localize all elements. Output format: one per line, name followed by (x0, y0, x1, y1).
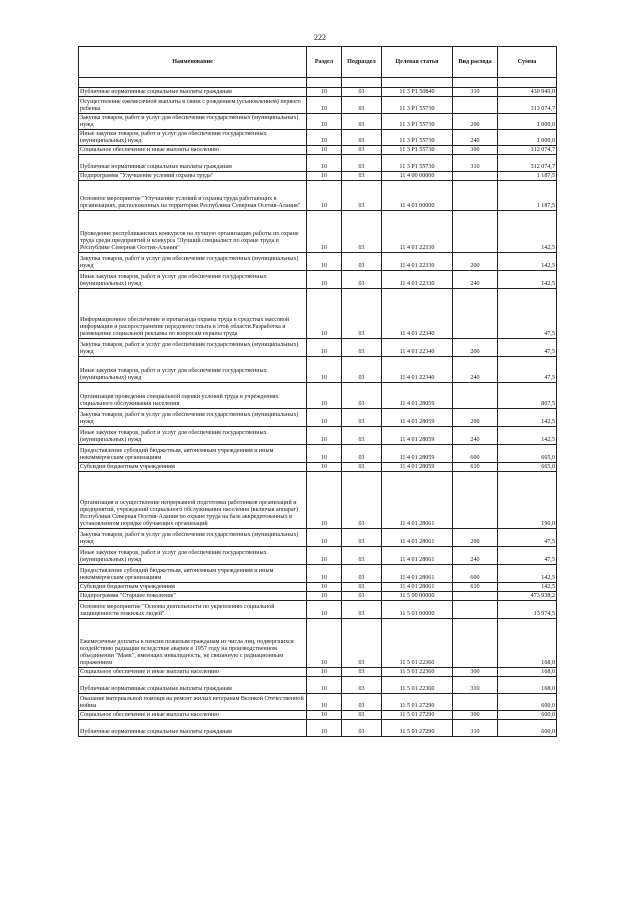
row-razdel-cell: 10 (307, 88, 342, 97)
row-summa-cell: 665,0 (498, 445, 557, 463)
row-celevaya-cell: 11 5 01 27290 (382, 720, 453, 737)
row-celevaya-cell: 11 3 P1 50840 (382, 88, 453, 97)
table-row (79, 427, 557, 445)
row-vid-cell: 240 (453, 427, 498, 445)
row-razdel-cell: 10 (307, 711, 342, 720)
row-summa-cell: 47,5 (498, 339, 557, 357)
row-summa-cell: 47,5 (498, 547, 557, 565)
row-razdel-cell: 10 (307, 289, 342, 339)
row-celevaya-cell: 11 3 P1 55730 (382, 97, 453, 114)
row-summa-cell: 142,5 (498, 271, 557, 289)
row-vid-cell: 240 (453, 130, 498, 146)
table-row (79, 529, 557, 547)
table-row (79, 339, 557, 357)
row-celevaya-cell: 11 4 01 28061 (382, 565, 453, 583)
row-vid-cell: 300 (453, 668, 498, 677)
table-row (79, 155, 557, 172)
row-vid-cell: 240 (453, 547, 498, 565)
row-celevaya-cell: 11 5 01 00000 (382, 601, 453, 619)
row-summa-cell: 430 949,0 (498, 88, 557, 97)
row-vid-cell: 300 (453, 146, 498, 155)
row-celevaya-cell: 11 4 01 22340 (382, 339, 453, 357)
row-razdel-cell: 10 (307, 409, 342, 427)
row-celevaya-cell: 11 3 P1 55730 (382, 130, 453, 146)
row-summa-cell: 600,0 (498, 694, 557, 711)
row-podrazdel-cell: 03 (342, 711, 382, 720)
row-razdel-cell: 10 (307, 172, 342, 181)
row-razdel-cell: 10 (307, 529, 342, 547)
row-vid-cell: 310 (453, 155, 498, 172)
row-razdel-cell: 10 (307, 677, 342, 694)
row-podrazdel-cell: 03 (342, 114, 382, 130)
row-vid-cell: 200 (453, 253, 498, 271)
table-row (79, 383, 557, 409)
row-name-cell: Субсидии бюджетным учреждениям (79, 583, 307, 592)
row-summa-cell: 807,5 (498, 383, 557, 409)
row-razdel-cell: 10 (307, 592, 342, 601)
row-podrazdel-cell: 03 (342, 289, 382, 339)
table-row (79, 472, 557, 529)
row-razdel-cell: 10 (307, 427, 342, 445)
table-row (79, 172, 557, 181)
table-row (79, 357, 557, 383)
row-name-cell: Иные закупки товаров, работ и услуг для обеспечения государственных (муниципальных) нужд (79, 427, 307, 445)
table-row (79, 463, 557, 472)
row-name-cell: Иные закупки товаров, работ и услуг для обеспечения государственных (муниципальных) нужд (79, 357, 307, 383)
row-razdel-cell: 10 (307, 253, 342, 271)
row-name-cell: Основное мероприятие "Улучшение условий и охраны труда работающих в организациях, расположенных на территории Республики Северная Осетия-Алания" (79, 181, 307, 211)
row-podrazdel-cell: 03 (342, 720, 382, 737)
row-summa-cell: 190,0 (498, 472, 557, 529)
row-podrazdel-cell: 03 (342, 583, 382, 592)
row-vid-cell (453, 601, 498, 619)
row-podrazdel-cell: 03 (342, 694, 382, 711)
row-podrazdel-cell: 03 (342, 146, 382, 155)
row-celevaya-cell: 11 4 01 28059 (382, 463, 453, 472)
row-celevaya-cell: 11 4 01 22330 (382, 271, 453, 289)
header-podrazdel: Подраздел (342, 47, 382, 78)
row-name-cell: Проведение республиканских конкурсов на лучшую организацию работы по охране труда среди предприятий и конкурса "Лучший специалист по охране труда в Республике Северная Осетия-Алания" (79, 211, 307, 253)
spacer-cell (453, 78, 498, 88)
row-razdel-cell: 10 (307, 114, 342, 130)
row-summa-cell: 312 074,7 (498, 155, 557, 172)
row-vid-cell: 300 (453, 711, 498, 720)
row-vid-cell: 610 (453, 583, 498, 592)
row-podrazdel-cell: 03 (342, 445, 382, 463)
row-celevaya-cell: 11 4 01 00000 (382, 181, 453, 211)
table-row (79, 619, 557, 668)
row-podrazdel-cell: 03 (342, 601, 382, 619)
row-name-cell: Иные закупки товаров, работ и услуг для обеспечения государственных (муниципальных) нужд (79, 271, 307, 289)
table-body (79, 88, 557, 737)
row-vid-cell: 200 (453, 114, 498, 130)
header-razdel: Раздел (307, 47, 342, 78)
row-razdel-cell: 10 (307, 271, 342, 289)
row-razdel-cell: 10 (307, 445, 342, 463)
row-summa-cell: 1 000,0 (498, 114, 557, 130)
row-name-cell: Иные закупки товаров, работ и услуг для обеспечения государственных (муниципальных) нужд (79, 547, 307, 565)
row-summa-cell: 142,5 (498, 211, 557, 253)
row-name-cell: Закупка товаров, работ и услуг для обеспечения государственных (муниципальных) нужд (79, 529, 307, 547)
row-podrazdel-cell: 03 (342, 181, 382, 211)
row-podrazdel-cell: 03 (342, 529, 382, 547)
row-summa-cell: 142,5 (498, 565, 557, 583)
row-summa-cell: 142,5 (498, 409, 557, 427)
row-podrazdel-cell: 03 (342, 339, 382, 357)
row-razdel-cell: 10 (307, 547, 342, 565)
row-name-cell: Организация и осуществление непрерывной подготовки работников организаций и предприятий, учреждений социального обслуживания населения (включая аппарат) Республики Северная Осетия-Алания по охране труда на базе аккредитованных в установленном порядке обучающих организаций (79, 472, 307, 529)
row-summa-cell: 47,5 (498, 357, 557, 383)
row-name-cell: Ежемесячные доплаты к пенсии пожилым гражданам из числа лиц, подвергшихся воздействию радиации вследствие аварии в 1957 году на производственном объединении "Маяк", имеющих инвалидность, не связанную с радиационным поражением (79, 619, 307, 668)
spacer-cell (79, 78, 307, 88)
row-celevaya-cell: 11 5 01 22360 (382, 677, 453, 694)
row-razdel-cell: 10 (307, 155, 342, 172)
row-summa-cell: 142,5 (498, 583, 557, 592)
header-name: Наименование (79, 47, 307, 78)
row-celevaya-cell: 11 5 00 00000 (382, 592, 453, 601)
row-celevaya-cell: 11 4 01 28059 (382, 409, 453, 427)
table-row (79, 130, 557, 146)
row-summa-cell: 665,0 (498, 463, 557, 472)
row-name-cell: Социальное обеспечение и иные выплаты населению (79, 711, 307, 720)
row-vid-cell (453, 472, 498, 529)
row-razdel-cell: 10 (307, 565, 342, 583)
header-celevaya: Целевая статья (382, 47, 453, 78)
row-name-cell: Основное мероприятие "Основы деятельности по укреплению социальной защищенности пожилых людей" (79, 601, 307, 619)
spacer-cell (382, 78, 453, 88)
row-podrazdel-cell: 03 (342, 130, 382, 146)
row-vid-cell (453, 289, 498, 339)
row-celevaya-cell: 11 5 01 27290 (382, 711, 453, 720)
row-summa-cell: 47,5 (498, 289, 557, 339)
row-razdel-cell: 10 (307, 97, 342, 114)
row-name-cell: Закупка товаров, работ и услуг для обеспечения государственных (муниципальных) нужд (79, 409, 307, 427)
row-celevaya-cell: 11 3 P1 55730 (382, 146, 453, 155)
row-summa-cell: 13 974,5 (498, 601, 557, 619)
table-row (79, 565, 557, 583)
row-razdel-cell: 10 (307, 583, 342, 592)
row-vid-cell (453, 694, 498, 711)
row-summa-cell: 168,0 (498, 668, 557, 677)
row-razdel-cell: 10 (307, 146, 342, 155)
row-podrazdel-cell: 03 (342, 253, 382, 271)
row-celevaya-cell: 11 4 01 22340 (382, 357, 453, 383)
row-razdel-cell: 10 (307, 472, 342, 529)
row-razdel-cell: 10 (307, 601, 342, 619)
row-podrazdel-cell: 03 (342, 547, 382, 565)
row-razdel-cell: 10 (307, 668, 342, 677)
row-celevaya-cell: 11 4 01 28059 (382, 427, 453, 445)
table-row (79, 668, 557, 677)
row-podrazdel-cell: 03 (342, 472, 382, 529)
row-name-cell: Закупка товаров, работ и услуг для обеспечения государственных (муниципальных) нужд (79, 339, 307, 357)
row-podrazdel-cell: 03 (342, 592, 382, 601)
row-celevaya-cell: 11 5 01 22360 (382, 619, 453, 668)
table-row (79, 97, 557, 114)
row-vid-cell (453, 592, 498, 601)
row-vid-cell: 610 (453, 463, 498, 472)
table-header (79, 47, 557, 88)
table-row (79, 253, 557, 271)
table-row (79, 445, 557, 463)
row-podrazdel-cell: 03 (342, 172, 382, 181)
row-vid-cell (453, 97, 498, 114)
row-celevaya-cell: 11 4 01 28061 (382, 472, 453, 529)
table-row (79, 289, 557, 339)
row-podrazdel-cell: 03 (342, 88, 382, 97)
row-celevaya-cell: 11 3 P1 55730 (382, 155, 453, 172)
row-vid-cell: 200 (453, 409, 498, 427)
row-name-cell: Подпрограмма "Старшее поколение" (79, 592, 307, 601)
row-vid-cell: 200 (453, 339, 498, 357)
row-razdel-cell: 10 (307, 130, 342, 146)
row-podrazdel-cell: 03 (342, 565, 382, 583)
row-vid-cell: 600 (453, 565, 498, 583)
row-name-cell: Закупка товаров, работ и услуг для обеспечения государственных (муниципальных) нужд (79, 114, 307, 130)
header-spacer-row (79, 78, 557, 88)
row-celevaya-cell: 11 4 00 00000 (382, 172, 453, 181)
spacer-cell (342, 78, 382, 88)
row-name-cell: Публичные нормативные социальные выплаты гражданам (79, 677, 307, 694)
row-vid-cell: 310 (453, 720, 498, 737)
table-row (79, 694, 557, 711)
row-summa-cell: 600,0 (498, 711, 557, 720)
row-celevaya-cell: 11 4 01 28061 (382, 529, 453, 547)
row-name-cell: Организация проведения специальной оценки условий труда в учреждениях социального обслуживания населения (79, 383, 307, 409)
row-vid-cell (453, 172, 498, 181)
row-name-cell: Публичные нормативные социальные выплаты гражданам (79, 88, 307, 97)
table-row (79, 211, 557, 253)
table-row (79, 720, 557, 737)
header-vid: Вид расхода (453, 47, 498, 78)
row-celevaya-cell: 11 4 01 28061 (382, 547, 453, 565)
row-vid-cell: 240 (453, 271, 498, 289)
row-podrazdel-cell: 03 (342, 427, 382, 445)
row-vid-cell: 240 (453, 357, 498, 383)
row-celevaya-cell: 11 3 P1 55730 (382, 114, 453, 130)
row-razdel-cell: 10 (307, 181, 342, 211)
row-name-cell: Социальное обеспечение и иные выплаты населению (79, 668, 307, 677)
row-celevaya-cell: 11 4 01 22330 (382, 211, 453, 253)
row-razdel-cell: 10 (307, 357, 342, 383)
table-row (79, 114, 557, 130)
row-razdel-cell: 10 (307, 211, 342, 253)
row-summa-cell: 313 074,7 (498, 97, 557, 114)
row-name-cell: Подпрограмма "Улучшение условий охраны труда" (79, 172, 307, 181)
table-row (79, 146, 557, 155)
row-podrazdel-cell: 03 (342, 383, 382, 409)
table-row (79, 601, 557, 619)
page-number: 222 (314, 33, 326, 42)
row-name-cell: Оказание материальной помощи на ремонт жилых ветеранам Великой Отечественной войны (79, 694, 307, 711)
row-summa-cell: 142,5 (498, 253, 557, 271)
row-name-cell: Публичные нормативные социальные выплаты гражданам (79, 155, 307, 172)
row-podrazdel-cell: 03 (342, 668, 382, 677)
row-vid-cell: 310 (453, 677, 498, 694)
row-summa-cell: 168,0 (498, 619, 557, 668)
table-row (79, 181, 557, 211)
row-podrazdel-cell: 03 (342, 97, 382, 114)
row-podrazdel-cell: 03 (342, 677, 382, 694)
row-summa-cell: 142,5 (498, 427, 557, 445)
row-celevaya-cell: 11 5 01 22360 (382, 668, 453, 677)
row-razdel-cell: 10 (307, 619, 342, 668)
row-summa-cell: 312 074,7 (498, 146, 557, 155)
row-celevaya-cell: 11 4 01 22340 (382, 289, 453, 339)
table-row (79, 592, 557, 601)
row-vid-cell (453, 211, 498, 253)
table-row (79, 409, 557, 427)
row-celevaya-cell: 11 4 01 22330 (382, 253, 453, 271)
table-row (79, 677, 557, 694)
row-summa-cell: 1 187,5 (498, 181, 557, 211)
row-name-cell: Социальное обеспечение и иные выплаты населению (79, 146, 307, 155)
table-row (79, 583, 557, 592)
table-row (79, 711, 557, 720)
table-row (79, 271, 557, 289)
row-name-cell: Информационное обеспечение и пропаганда охраны труда в средствах массовой информации и распространение передового опыта в этой области.Разработка и размещение социальной рекламы по вопросам охраны труда (79, 289, 307, 339)
row-podrazdel-cell: 03 (342, 211, 382, 253)
row-celevaya-cell: 11 4 01 28061 (382, 583, 453, 592)
row-vid-cell: 310 (453, 88, 498, 97)
budget-table (78, 46, 557, 737)
row-name-cell: Осуществление ежемесячной выплаты в связи с рождением (усыновлением) первого ребенка (79, 97, 307, 114)
row-vid-cell: 600 (453, 445, 498, 463)
row-summa-cell: 1 000,0 (498, 130, 557, 146)
row-podrazdel-cell: 03 (342, 409, 382, 427)
row-podrazdel-cell: 03 (342, 357, 382, 383)
table-row (79, 547, 557, 565)
spacer-cell (307, 78, 342, 88)
row-razdel-cell: 10 (307, 694, 342, 711)
row-vid-cell (453, 619, 498, 668)
row-summa-cell: 1 187,5 (498, 172, 557, 181)
row-celevaya-cell: 11 4 01 28059 (382, 383, 453, 409)
row-vid-cell (453, 181, 498, 211)
row-podrazdel-cell: 03 (342, 271, 382, 289)
row-podrazdel-cell: 03 (342, 463, 382, 472)
row-summa-cell: 600,0 (498, 720, 557, 737)
row-summa-cell: 473 938,2 (498, 592, 557, 601)
table-row (79, 88, 557, 97)
row-name-cell: Публичные нормативные социальные выплаты гражданам (79, 720, 307, 737)
row-name-cell: Субсидии бюджетным учреждениям (79, 463, 307, 472)
row-vid-cell (453, 383, 498, 409)
row-name-cell: Предоставление субсидий бюджетным, автономным учреждениям и иным некоммерческим организациям (79, 445, 307, 463)
row-razdel-cell: 10 (307, 463, 342, 472)
row-name-cell: Иные закупки товаров, работ и услуг для обеспечения государственных (муниципальных) нужд (79, 130, 307, 146)
row-razdel-cell: 10 (307, 720, 342, 737)
header-summa: Сумма (498, 47, 557, 78)
row-podrazdel-cell: 03 (342, 155, 382, 172)
row-podrazdel-cell: 03 (342, 619, 382, 668)
row-name-cell: Закупка товаров, работ и услуг для обеспечения государственных (муниципальных) нужд (79, 253, 307, 271)
row-summa-cell: 47,5 (498, 529, 557, 547)
row-razdel-cell: 10 (307, 339, 342, 357)
row-celevaya-cell: 11 4 01 28059 (382, 445, 453, 463)
row-name-cell: Предоставление субсидий бюджетным, автономным учреждениям и иным некоммерческим организациям (79, 565, 307, 583)
spacer-cell (498, 78, 557, 88)
row-celevaya-cell: 11 5 01 27290 (382, 694, 453, 711)
row-razdel-cell: 10 (307, 383, 342, 409)
row-vid-cell: 200 (453, 529, 498, 547)
row-summa-cell: 168,0 (498, 677, 557, 694)
